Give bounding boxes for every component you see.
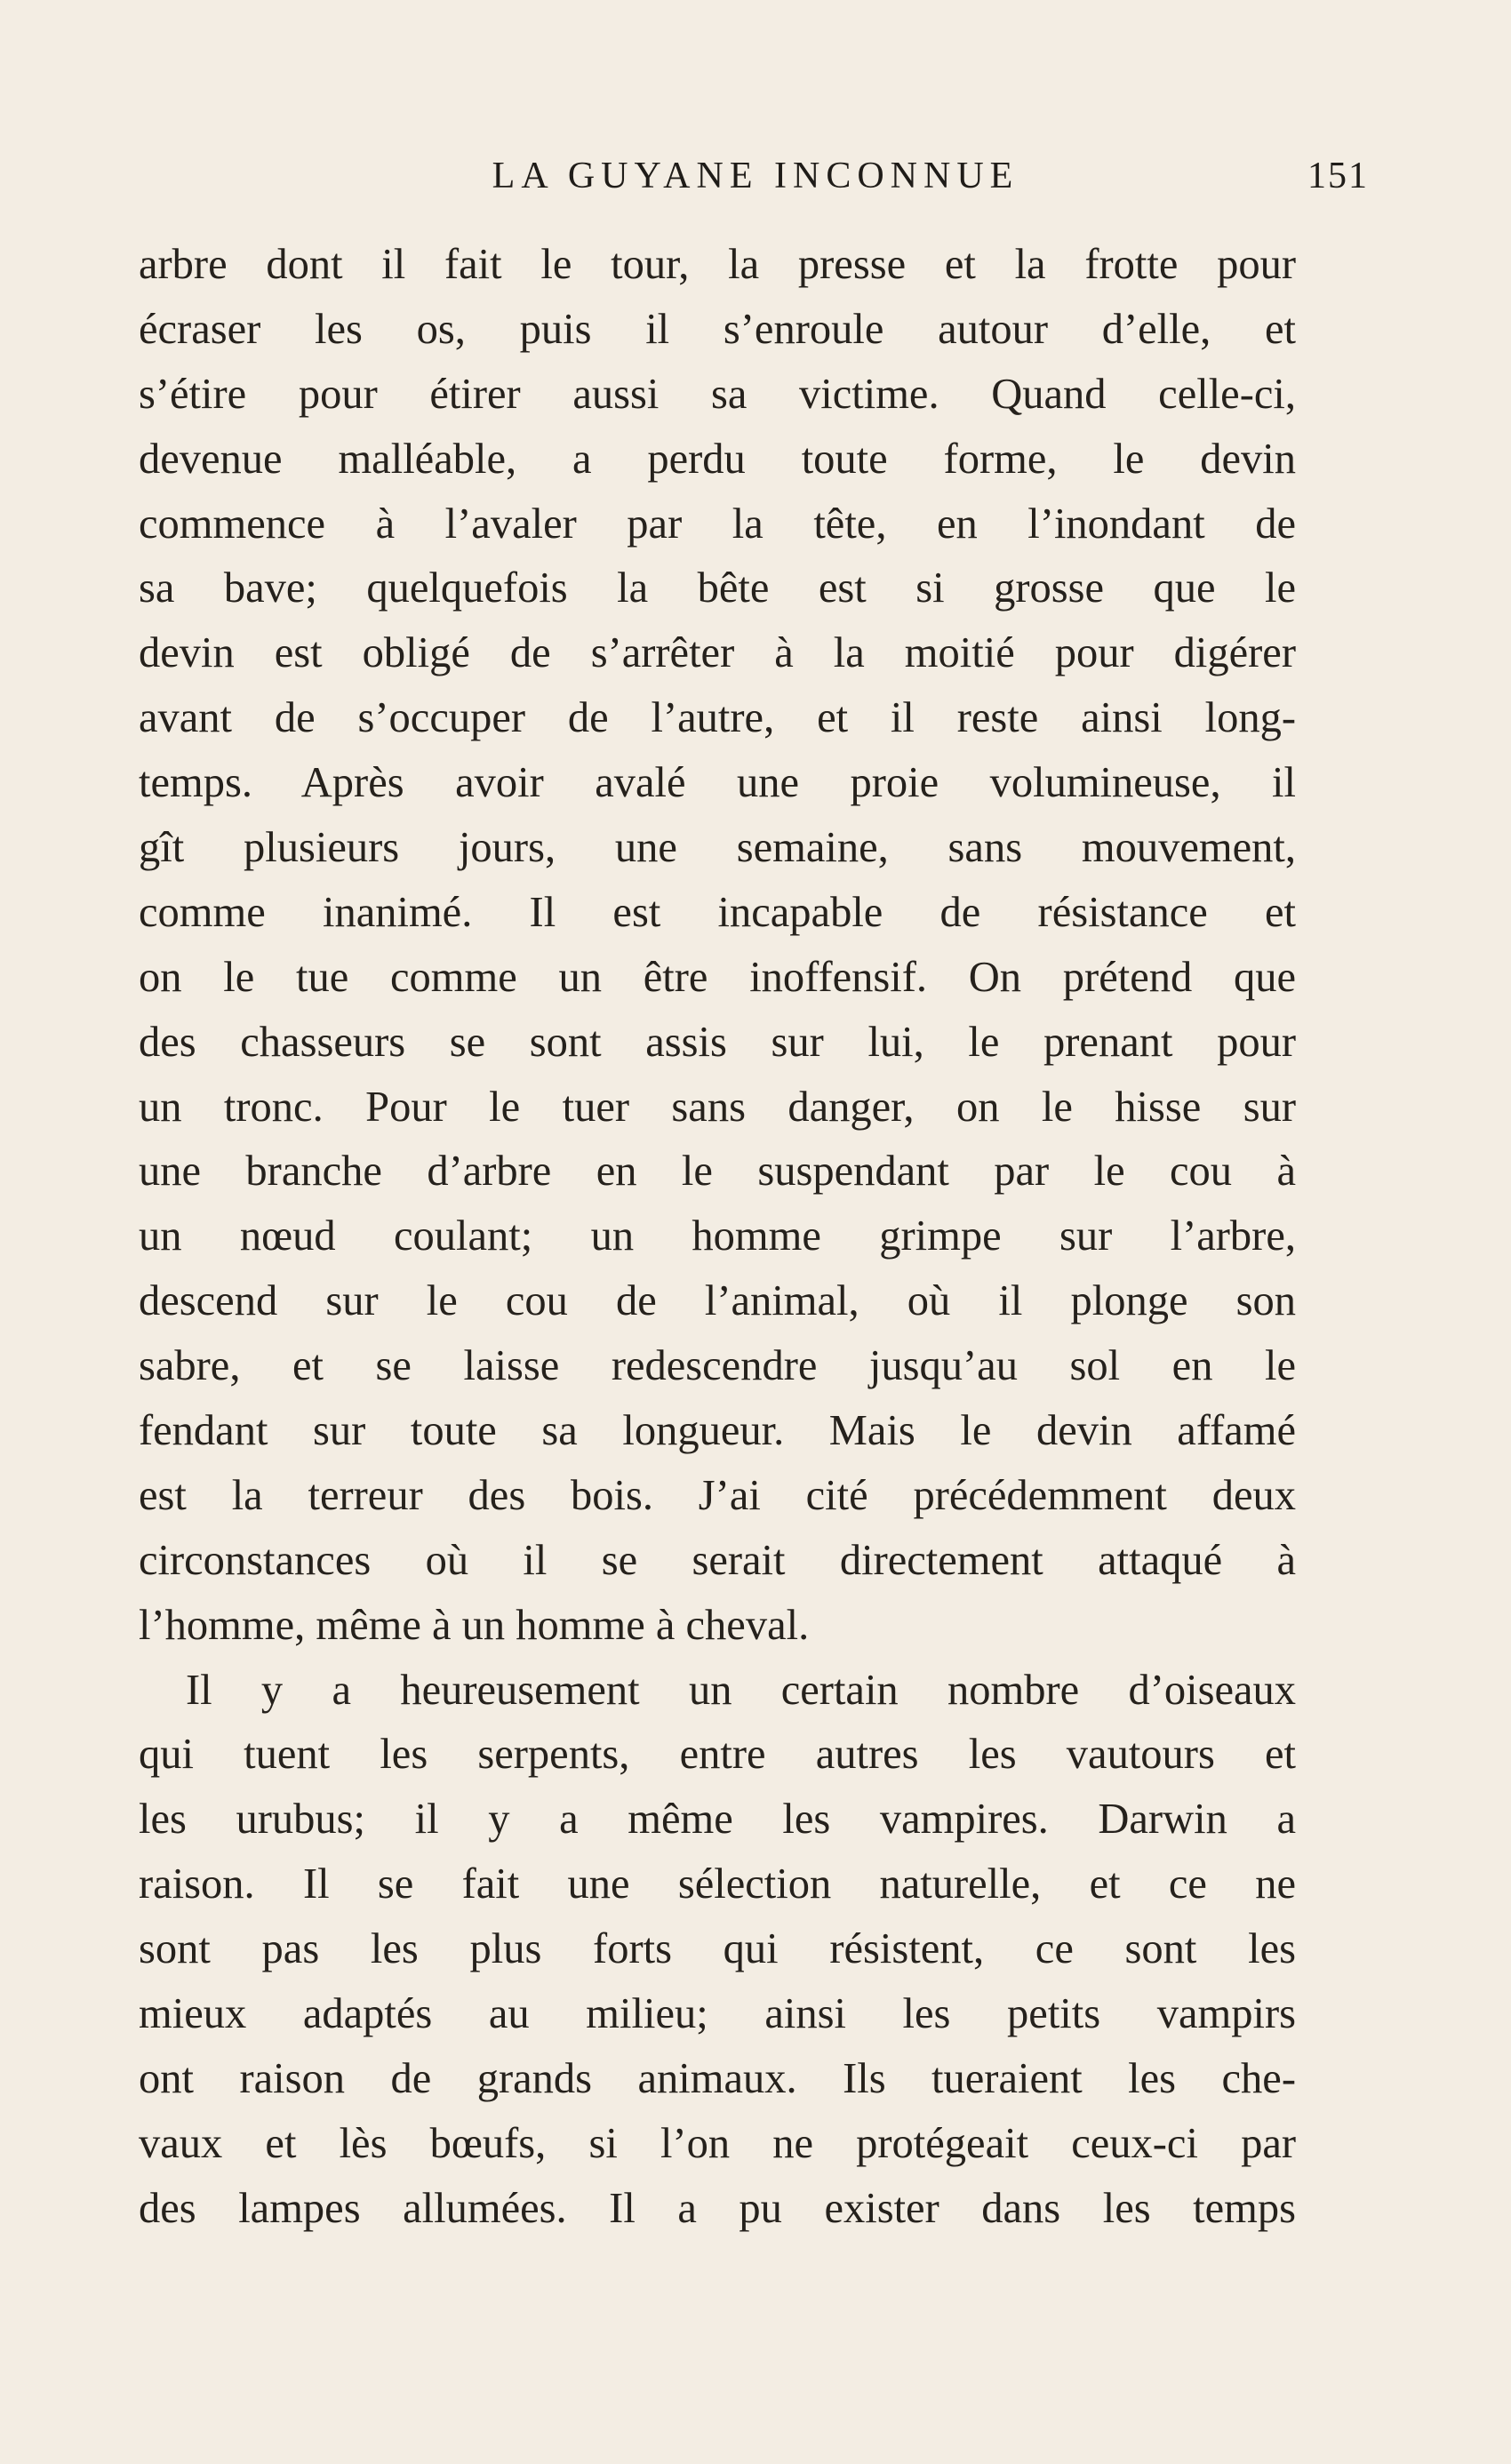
paragraph-2 [139,1659,1296,2242]
text-line: des lampes allumées. Il a pu exister dans les temps [139,2184,1296,2232]
text-line: commence à l’avaler par la tête, en l’inondant de [139,500,1296,548]
text-line: écraser les os, puis il s’enroule autour d’elle, et [139,305,1296,353]
text-line: ont raison de grands animaux. Ils tueraient les che- [139,2054,1296,2102]
paragraph-1 [139,233,1296,1659]
text-line: est la terreur des bois. J’ai cité précédemment deux [139,1471,1296,1519]
running-title: LA GUYANE INCONNUE [492,156,1019,196]
text-line: temps. Après avoir avalé une proie volumineuse, il [139,759,1296,807]
text-line: arbre dont il fait le tour, la presse et la frotte pour [139,241,1296,288]
text-line: les urubus; il y a même les vampires. Darwin a [139,1796,1296,1844]
body-text [139,233,1296,2242]
text-line: avant de s’occuper de l’autre, et il reste ainsi long- [139,694,1296,742]
text-line: gît plusieurs jours, une semaine, sans mouvement, [139,824,1296,872]
text-line: s’étire pour étirer aussi sa victime. Quand celle-ci, [139,370,1296,418]
text-line: une branche d’arbre en le suspendant par le cou à [139,1148,1296,1196]
text-line: descend sur le cou de l’animal, où il plonge son [139,1277,1296,1325]
text-line: l’homme, même à un homme à cheval. [139,1601,810,1649]
text-line: devin est obligé de s’arrêter à la moitié pour digérer [139,629,1296,677]
text-line: sa bave; quelquefois la bête est si grosse que le [139,564,1296,612]
text-line: un nœud coulant; un homme grimpe sur l’arbre, [139,1212,1296,1260]
text-line: raison. Il se fait une sélection naturelle, et ce ne [139,1860,1296,1908]
text-line: comme inanimé. Il est incapable de résistance et [139,888,1296,936]
page-number: 151 [1307,156,1369,196]
text-line: circonstances où il se serait directement attaqué à [139,1536,1296,1584]
text-line: fendant sur toute sa longueur. Mais le devin affamé [139,1407,1296,1455]
text-line: devenue malléable, a perdu toute forme, le devin [139,435,1296,483]
text-line: un tronc. Pour le tuer sans danger, on le hisse sur [139,1083,1296,1131]
text-line: qui tuent les serpents, entre autres les vautours et [139,1731,1296,1779]
text-line: vaux et lès bœufs, si l’on ne protégeait ceux-ci par [139,2119,1296,2167]
text-line: mieux adaptés au milieu; ainsi les petits vampirs [139,1990,1296,2038]
text-line: sabre, et se laisse redescendre jusqu’au sol en le [139,1342,1296,1390]
text-line: on le tue comme un être inoffensif. On prétend que [139,953,1296,1001]
text-line: Il y a heureusement un certain nombre d’oiseaux [186,1666,1296,1714]
page-header [139,149,1372,203]
text-line: des chasseurs se sont assis sur lui, le prenant pour [139,1018,1296,1066]
text-line: sont pas les plus forts qui résistent, ce sont les [139,1925,1296,1973]
